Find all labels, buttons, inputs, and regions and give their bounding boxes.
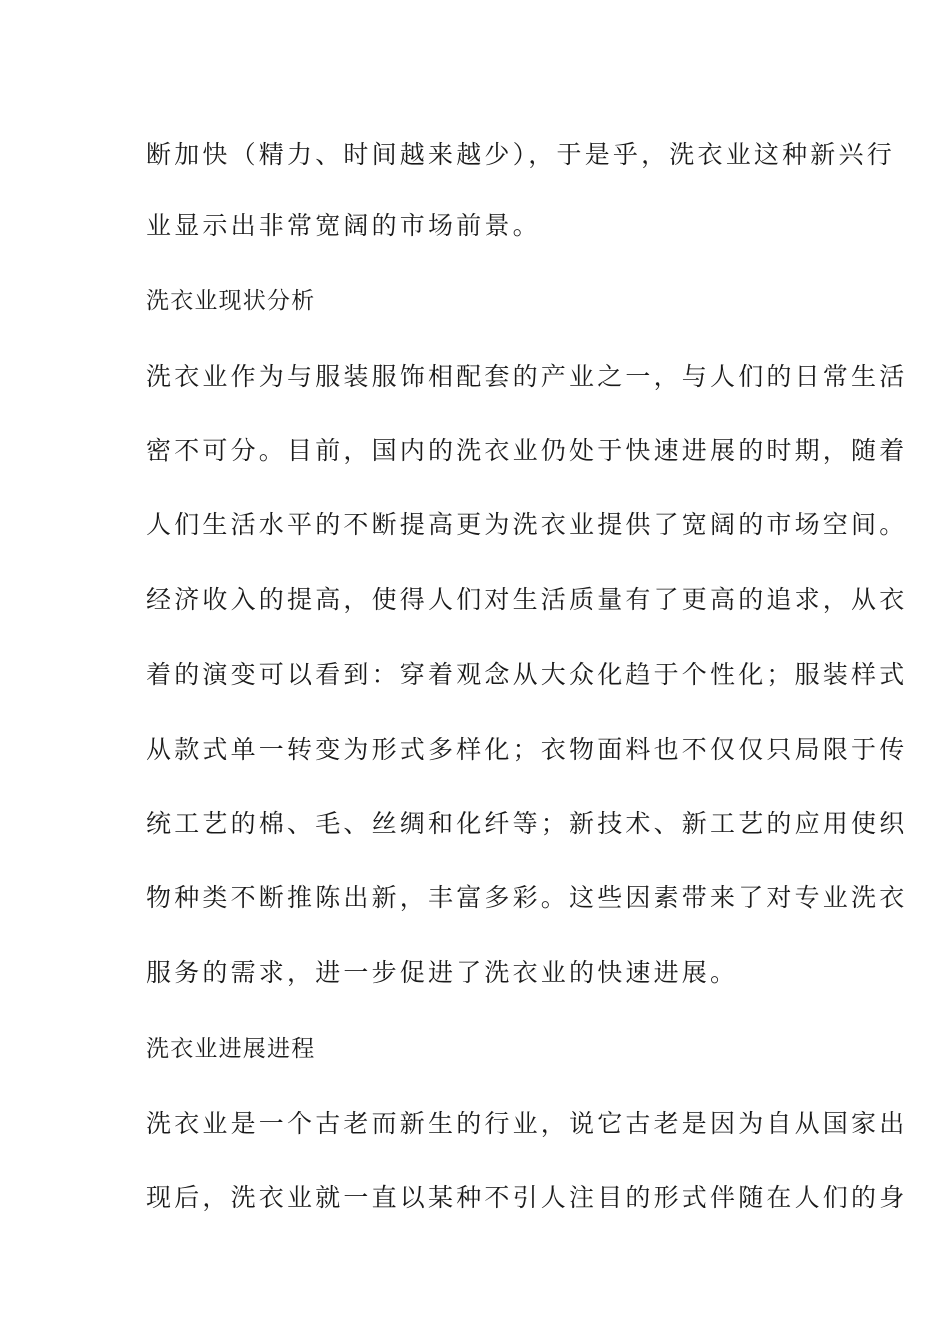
paragraph-line: 人们生活水平的不断提高更为洗衣业提供了宽阔的市场空间。: [146, 510, 908, 539]
section-heading: 洗衣业现状分析: [146, 288, 316, 314]
paragraph-line: 洗衣业作为与服装服饰相配套的产业之一，与人们的日常生活: [146, 362, 908, 391]
section-heading: 洗衣业进展进程: [146, 1036, 316, 1062]
paragraph-line: 服务的需求，进一步促进了洗衣业的快速进展。: [146, 958, 739, 987]
paragraph-line: 现后，洗衣业就一直以某种不引人注目的形式伴随在人们的身: [146, 1183, 908, 1212]
paragraph-line: 断加快（精力、时间越来越少），于是乎，洗衣业这种新兴行: [146, 140, 895, 169]
paragraph-line: 着的演变可以看到：穿着观念从大众化趋于个性化；服装样式: [146, 660, 908, 689]
paragraph-line: 业显示出非常宽阔的市场前景。: [146, 211, 541, 240]
paragraph-line: 密不可分。目前，国内的洗衣业仍处于快速进展的时期，随着: [146, 436, 908, 465]
paragraph-line: 从款式单一转变为形式多样化；衣物面料也不仅仅只局限于传: [146, 735, 908, 764]
paragraph-line: 统工艺的棉、毛、丝绸和化纤等；新技术、新工艺的应用使织: [146, 809, 908, 838]
paragraph-line: 经济收入的提高，使得人们对生活质量有了更高的追求，从衣: [146, 585, 908, 614]
paragraph-line: 洗衣业是一个古老而新生的行业，说它古老是因为自从国家出: [146, 1109, 908, 1138]
paragraph-line: 物种类不断推陈出新，丰富多彩。这些因素带来了对专业洗衣: [146, 883, 908, 912]
